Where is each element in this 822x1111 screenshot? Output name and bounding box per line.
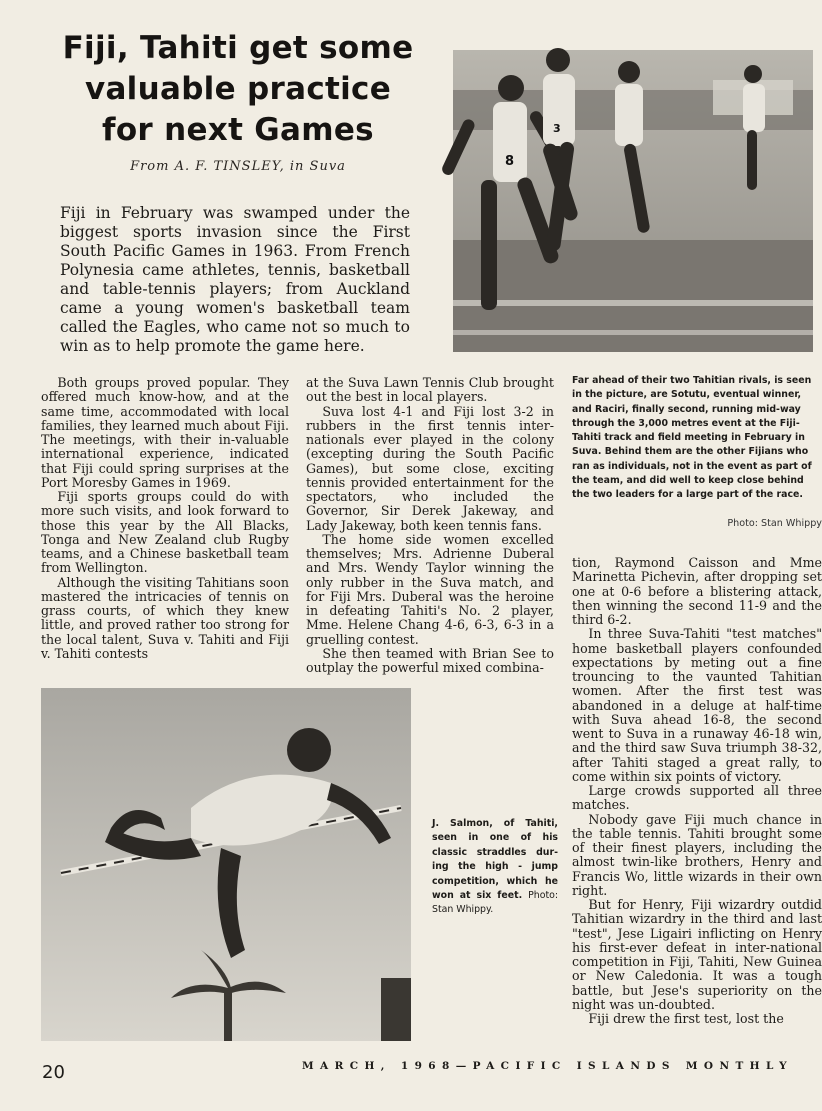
paragraph: The home side women excelled themselves; Mrs. Adrienne Duberal and Mrs. Wendy Taylor winning the only rubber in the Suva match, and for Fiji Mrs. Duberal was the heroine in defeating Tahiti's No. 2 player, Mme. Helene Chang 4-6, 6-3, 6-3 in a gruelling contest. [306, 531, 554, 647]
headline-line-3: for next Games [102, 112, 374, 148]
intro-paragraph: Fiji in February was swamped under the biggest sports invasion since the First South Pacific Games in 1963. From French Polynesia came athletes, tennis, basketball and table-tennis players; from Auckland came a young women's basketball team called the Eagles, who came not so much to win as to help promote the game here. [60, 204, 410, 355]
headline-line-2: valuable practice [84, 71, 392, 107]
paragraph: Suva lost 4-1 and Fiji lost 3-2 in rubbers in the first tennis inter-nationals ever played in the colony (excepting during the South Pacific Games), but some close, exciting tennis provided entertainment for the spectators, who included the Governor, Sir Derek Jakeway, and Lady Jakeway, both keen tennis fans. [306, 403, 554, 533]
column-1 [41, 376, 289, 661]
headline [38, 28, 438, 151]
photo-runners [453, 50, 813, 352]
paragraph: Nobody gave Fiji much chance in the table tennis. Tahiti brought some of their finest players, including the almost twin-like brothers, Henry and Francis Wo, little wizards in their own right. [572, 811, 822, 898]
headline-line-1: Fiji, Tahiti get some [62, 30, 414, 66]
paragraph: Fiji sports groups could do with more such visits, and look forward to those this year by the All Blacks, Tonga and New Zealand club Rugby teams, and a Chinese basketball team from Wellington. [41, 489, 289, 576]
paragraph: She then teamed with Brian See to outplay the powerful mixed combina- [306, 645, 554, 675]
runners-image [453, 50, 813, 352]
bib-number-front: 8 [505, 154, 515, 169]
paragraph: Although the visiting Tahitians soon mastered the intricacies of tennis on grass courts, of which they knew little, and proved rather too strong for the local talent, Suva v. Tahiti and Fiji v. Tahiti contests [41, 574, 289, 661]
caption-runners: Far ahead of their two Tahitian rivals, is seen in the picture, are Sotutu, eventual winner, and Raciri, finally second, running mid-way through the 3,000 metres event at the Fiji-Tahiti track and field meeting in February in Suva. Behind them are the other Fijians who ran as individuals, not in the event as part of the team, and did well to keep close behind the two leaders for a large part of the race. [572, 375, 812, 501]
caption-high-jump [432, 817, 558, 918]
column-3 [572, 556, 822, 1026]
photo-high-jumper [41, 688, 411, 1041]
running-footer: MARCH, 1968—PACIFIC ISLANDS MONTHLY [302, 1060, 794, 1072]
column-2 [306, 376, 554, 675]
photo-credit-high-jump: Photo: Stan Whippy. [432, 890, 559, 916]
paragraph: at the Suva Lawn Tennis Club brought out the best in local players. [306, 375, 554, 405]
paragraph: Both groups proved popular. They offered much know-how, and at the same time, accommodated with local families, they learned much about Fiji. The meetings, with their in-valuable international experience, indicated that Fiji could spring surprises at the Port Moresby Games in 1969. [41, 375, 289, 490]
bib-number-second: 3 [553, 122, 561, 135]
paragraph: tion, Raymond Caisson and Mme Marinetta Pichevin, after dropping set one at 0-6 before a blistering attack, then winning the second 11-9 and the third 6-2. [572, 555, 822, 627]
paragraph: In three Suva-Tahiti "test matches" home basketball players confounded expectations by meting out a fine trouncing to the vaunted Tahitian women. After the first test was abandoned in a deluge at half-time with Suva ahead 16-8, the second went to Suva in a runaway 46-18 win, and the third saw Suva triumph 38-32, after Tahiti staged a great rally, to come within six points of victory. [572, 626, 822, 784]
page-number: 20 [42, 1062, 65, 1083]
paragraph: Fiji drew the first test, lost the [588, 1011, 784, 1026]
paragraph: But for Henry, Fiji wizardry outdid Tahitian wizardry in the third and last "test", Jese Ligairi inflicting on Henry his first-ever defeat in inter-national competition in Fiji, Tahiti, New Guinea or New Caledonia. It was a tough battle, but Jese's superiority on the night was un-doubted. [572, 897, 822, 1012]
paragraph: Large crowds supported all three matches. [572, 783, 822, 813]
caption-text: J. Salmon, of Tahiti, seen in one of his classic straddles dur-ing the high - jump competition, which he won at six feet. [432, 818, 558, 902]
byline: From A. F. TINSLEY, in Suva [130, 159, 346, 174]
high-jump-image [41, 688, 411, 1041]
photo-credit-runners: Photo: Stan Whippy [727, 518, 822, 529]
